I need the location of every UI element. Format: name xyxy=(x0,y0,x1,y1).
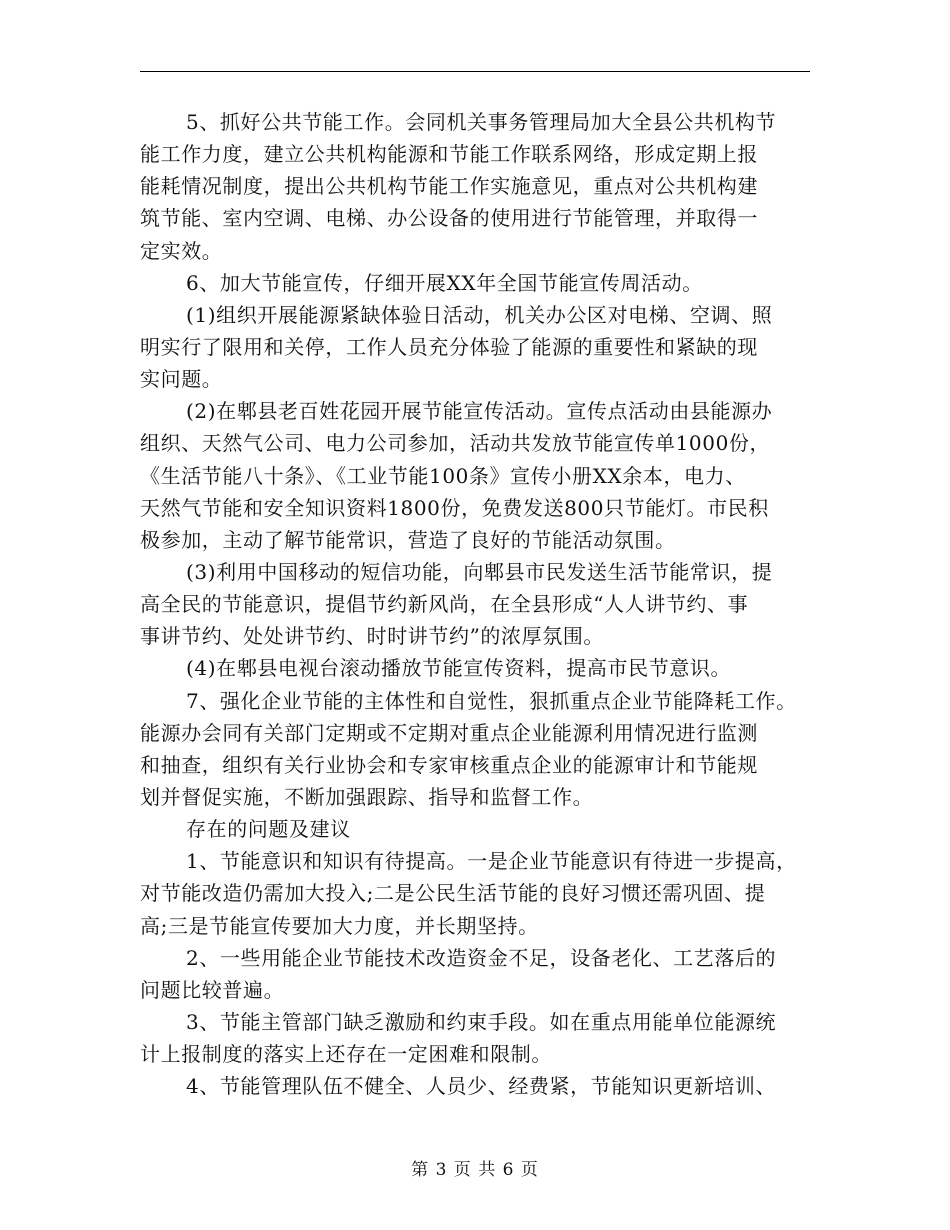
paragraph-line: 能耗情况制度，提出公共机构节能工作实施意见，重点对公共机构建 xyxy=(140,174,758,199)
paragraph-line: 组织、天然气公司、电力公司参加，活动共发放节能宣传单1000份， xyxy=(140,431,771,456)
paragraph-line: 高;三是节能宣传要加大力度，并长期坚持。 xyxy=(140,913,539,938)
page-number: 第 3 页 共 6 页 xyxy=(411,1160,539,1180)
paragraph-line: 和抽查，组织有关行业协会和专家审核重点企业的能源审计和节能规 xyxy=(140,752,758,777)
paragraph-line: (3)利用中国移动的短信功能，向郫县市民发送生活节能常识，提 xyxy=(186,559,773,584)
paragraph-line: 《生活节能八十条》、《工业节能100条》宣传小册XX余本，电力、 xyxy=(140,463,746,488)
paragraph-line: 极参加，主动了解节能常识，营造了良好的节能活动氛围。 xyxy=(140,527,676,552)
paragraph-line: (4)在郫县电视台滚动播放节能宣传资料，提高市民节意识。 xyxy=(186,656,732,681)
paragraph-line: (1)组织开展能源紧缺体验日活动，机关办公区对电梯、空调、照 xyxy=(186,302,773,327)
paragraph-line: 5、抓好公共节能工作。会同机关事务管理局加大全县公共机构节 xyxy=(186,110,777,134)
paragraph-line: 划并督促实施，不断加强跟踪、指导和监督工作。 xyxy=(140,784,594,809)
section-heading: 存在的问题及建议 xyxy=(186,817,351,842)
paragraph-line: 问题比较普遍。 xyxy=(140,977,285,1002)
paragraph-line: (2)在郫县老百姓花园开展节能宣传活动。宣传点活动由县能源办 xyxy=(186,399,773,424)
paragraph-line: 对节能改造仍需加大投入;二是公民生活节能的良好习惯还需巩固、提 xyxy=(140,881,766,906)
document-body xyxy=(140,106,820,1102)
paragraph-line: 能源办会同有关部门定期或不定期对重点企业能源利用情况进行监测 xyxy=(140,720,758,745)
paragraph-line: 6、加大节能宣传，仔细开展XX年全国节能宣传周活动。 xyxy=(186,270,703,295)
header-rule xyxy=(140,71,810,72)
paragraph-line: 3、节能主管部门缺乏激励和约束手段。如在重点用能单位能源统 xyxy=(186,1009,777,1034)
paragraph-line: 实问题。 xyxy=(140,367,223,392)
paragraph-line: 能工作力度，建立公共机构能源和节能工作联系网络，形成定期上报 xyxy=(140,142,758,167)
paragraph-line: 2、一些用能企业节能技术改造资金不足，设备老化、工艺落后的 xyxy=(186,945,777,970)
paragraph-line: 明实行了限用和关停，工作人员充分体验了能源的重要性和紧缺的现 xyxy=(140,334,758,359)
paragraph-line: 定实效。 xyxy=(140,238,223,263)
paragraph-line: 7、强化企业节能的主体性和自觉性，狠抓重点企业节能降耗工作。 xyxy=(186,688,797,713)
paragraph-line: 筑节能、室内空调、电梯、办公设备的使用进行节能管理，并取得一 xyxy=(140,206,758,231)
paragraph-line: 高全民的节能意识，提倡节约新风尚，在全县形成“人人讲节约、事 xyxy=(140,592,749,617)
paragraph-line: 计上报制度的落实上还存在一定困难和限制。 xyxy=(140,1042,552,1067)
paragraph-line: 天然气节能和安全知识资料1800份，免费发送800只节能灯。市民积 xyxy=(140,495,769,520)
paragraph-line: 1、节能意识和知识有待提高。一是企业节能意识有待进一步提高， xyxy=(186,849,797,874)
paragraph-line: 4、节能管理队伍不健全、人员少、经费紧，节能知识更新培训、 xyxy=(186,1074,777,1099)
paragraph-line: 事讲节约、处处讲节约、时时讲节约”的浓厚氛围。 xyxy=(140,624,605,649)
